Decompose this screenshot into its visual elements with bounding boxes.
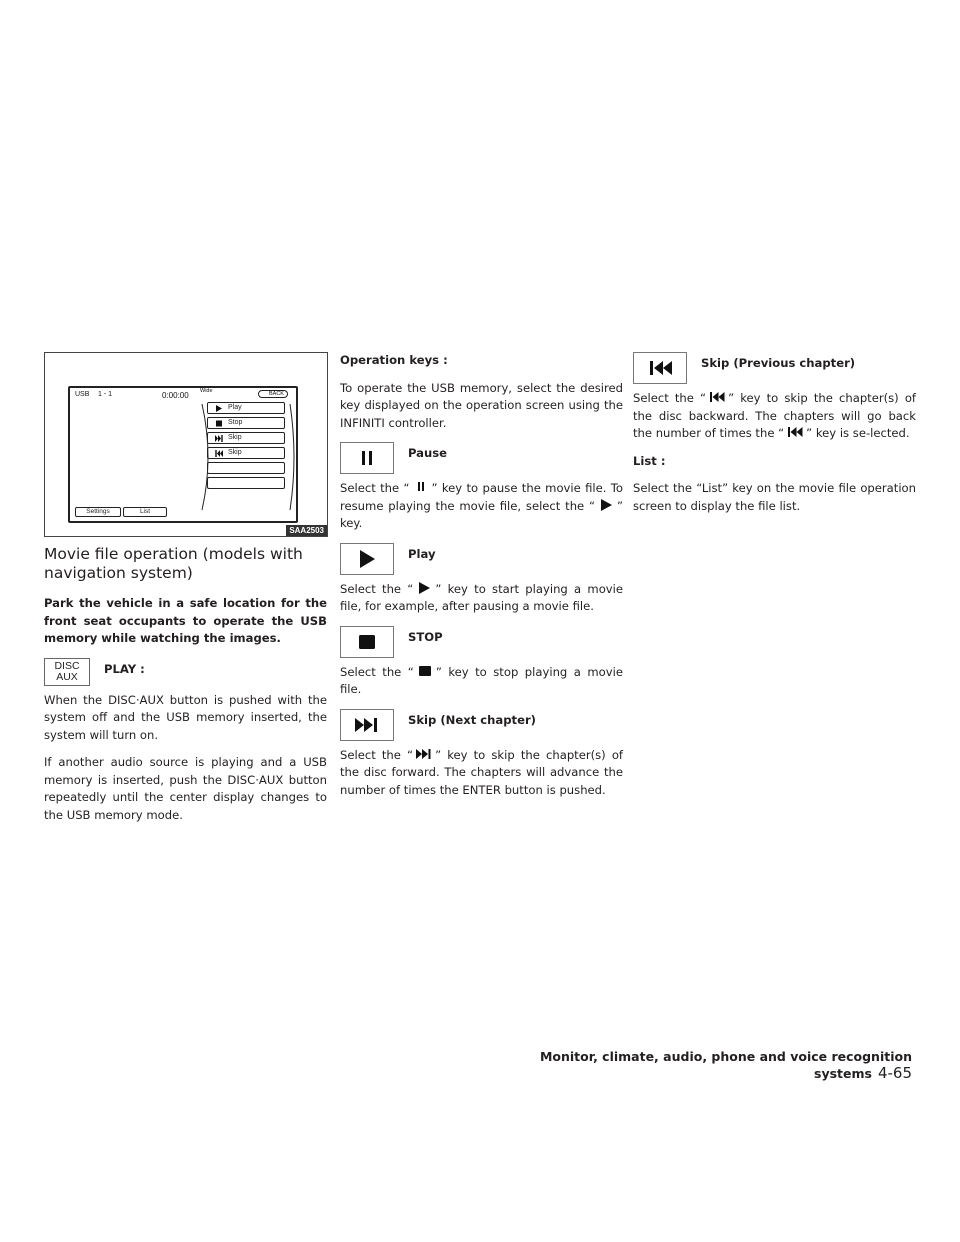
screen-menu-label: Stop <box>228 419 243 426</box>
column-2 <box>340 352 623 809</box>
text-run: Select the “ <box>340 481 410 495</box>
skip-previous-icon <box>214 450 224 457</box>
skip-previous-key-icon <box>633 352 687 384</box>
page-number: 4-65 <box>877 1064 912 1082</box>
screen-menu-empty <box>207 462 285 474</box>
paragraph <box>340 480 623 533</box>
usb-screen-figure <box>44 352 328 537</box>
screen-menu-label: Play <box>228 404 242 411</box>
screen-wide: Wide <box>200 388 213 394</box>
text-run: ” key. <box>340 498 623 530</box>
play-key-heading <box>340 543 623 575</box>
screen-menu-empty <box>207 477 285 489</box>
display-screen <box>68 386 298 523</box>
paragraph <box>340 747 623 800</box>
section-heading: Movie file operation (models with navigation system) <box>44 545 303 582</box>
play-key-icon <box>340 543 394 575</box>
text-run: ” key to start playing a movie file, for example, after pausing a movie file. <box>340 581 623 613</box>
list-heading: List : <box>633 453 666 468</box>
play-icon <box>413 582 435 594</box>
screen-menu-skip-next <box>207 432 285 444</box>
skip-next-icon <box>214 435 224 442</box>
column-3 <box>633 352 916 525</box>
paragraph <box>340 581 623 616</box>
skip-previous-key-heading <box>633 352 916 384</box>
screen-back-button <box>258 390 288 398</box>
skip-previous-label: Skip (Previous chapter) <box>701 356 856 370</box>
screen-menu-skip-prev <box>207 447 285 459</box>
text-run: Select the “ <box>340 747 414 762</box>
skip-next-label: Skip (Next chapter) <box>408 712 536 727</box>
play-icon <box>595 499 617 511</box>
skip-next-key-heading <box>340 709 623 741</box>
text-run: ” key to skip the chapter(s) of the disc forward. The chapters will advance the number of times the ENTER button is pushed. <box>340 747 624 797</box>
pause-label: Pause <box>408 446 448 460</box>
paragraph: When the DISC·AUX button is pushed with the system off and the USB memory inserted, the system will turn on. <box>44 692 327 742</box>
screen-menu-play <box>207 402 285 414</box>
paragraph <box>340 664 623 699</box>
warning-text: Park the vehicle in a safe location for the front seat occupants to operate the USB memory while watching the images. <box>44 596 327 645</box>
operation-keys-heading: Operation keys : <box>340 353 448 367</box>
skip-next-key-icon <box>340 709 394 741</box>
skip-previous-icon <box>706 391 728 403</box>
text-run: ” key to pause the movie file. To resume playing the movie file, select the “ <box>340 481 624 513</box>
pause-key-heading <box>340 442 623 474</box>
pause-icon <box>410 481 432 493</box>
footer-section-title: Monitor, climate, audio, phone and voice recognition systems <box>539 1049 912 1081</box>
text-run: ” key to skip the chapter(s) of the disc backward. The chapters will go back the number of times the “ <box>633 391 917 440</box>
disc-aux-key-heading <box>44 658 327 686</box>
stop-icon <box>214 420 224 427</box>
screen-time: 0:00:00 <box>162 391 189 400</box>
text-run: Select the “ <box>633 391 707 405</box>
play-heading: PLAY : <box>104 661 145 676</box>
pause-key-icon <box>340 442 394 474</box>
paragraph: To operate the USB memory, select the desired key displayed on the operation screen using the INFINITI controller. <box>340 380 623 430</box>
screen-menu-stop <box>207 417 285 429</box>
skip-previous-icon <box>784 426 806 438</box>
screen-list-button: List <box>123 507 167 517</box>
screen-menu-label: Skip <box>228 434 242 441</box>
disc-key-line1: DISC <box>54 659 80 672</box>
paragraph <box>633 390 916 443</box>
screen-source: USB <box>75 391 90 398</box>
text-run: ” key is se-lected. <box>806 426 910 440</box>
stop-icon <box>414 665 436 677</box>
stop-key-heading <box>340 626 623 658</box>
screen-settings-button: Settings <box>75 507 121 517</box>
skip-next-icon <box>413 748 435 760</box>
figure-id: SAA2503 <box>286 525 327 536</box>
play-label: Play <box>408 546 436 561</box>
paragraph: Select the “List” key on the movie file operation screen to display the file list. <box>633 481 916 513</box>
text-run: Select the “ <box>340 664 414 679</box>
paragraph: If another audio source is playing and a USB memory is inserted, push the DISC·AUX button repeatedly until the center display changes to the USB memory mode. <box>44 755 327 822</box>
screen-back-label: BACK <box>269 391 284 397</box>
text-run: ” key to stop playing a movie file. <box>340 664 623 696</box>
page-footer <box>492 1049 912 1082</box>
stop-key-icon <box>340 626 394 658</box>
screen-menu-label: Skip <box>228 449 242 456</box>
disc-aux-key-icon <box>44 658 90 686</box>
stop-label: STOP <box>408 629 443 644</box>
text-run: Select the “ <box>340 581 414 596</box>
disc-key-line2: AUX <box>56 670 78 683</box>
column-1 <box>44 352 327 834</box>
screen-track: 1 - 1 <box>98 391 113 398</box>
play-icon <box>214 405 224 412</box>
